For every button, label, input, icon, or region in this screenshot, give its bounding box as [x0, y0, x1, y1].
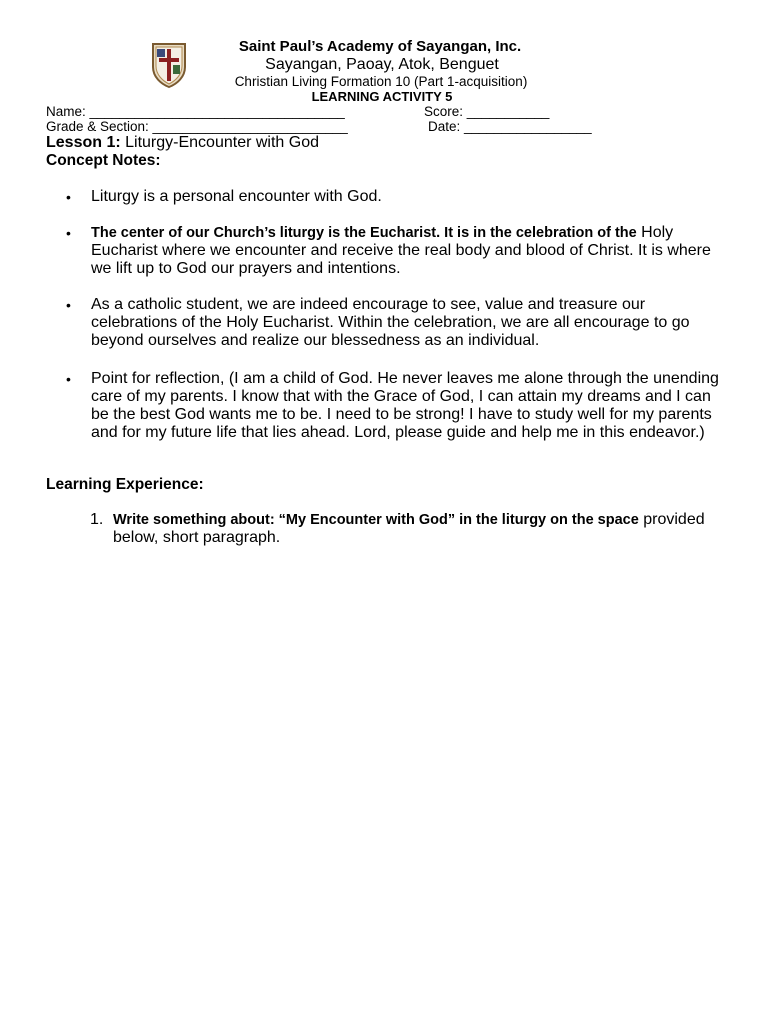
task-number: 1.: [90, 511, 104, 528]
bullet-text: [91, 224, 731, 278]
score-field: Score: ___________: [424, 104, 550, 119]
task-text: [113, 511, 733, 547]
school-name: Saint Paul’s Academy of Sayangan, Inc.: [238, 38, 522, 55]
bullet-lead: The center of our Church’s liturgy is the Eucharist. It is in the celebration of the: [91, 225, 637, 241]
name-field: Name: __________________________________: [46, 104, 345, 119]
subject-title: Christian Living Formation 10 (Part 1-acquisition): [234, 74, 528, 89]
concept-notes-title: Concept Notes:: [46, 152, 161, 169]
bullet-text: As a catholic student, we are indeed encourage to see, value and treasure our celebrations of the Holy Eucharist. Within the celebration, we are all encourage to go beyond ourselves and realize our blessedness as an individual.: [91, 296, 690, 349]
bullet-icon: •: [66, 371, 71, 387]
bullet-icon: •: [66, 297, 71, 313]
bullet-body: Holy Eucharist where we encounter and receive the real body and blood of Christ. It is where we lift up to God our prayers and intentions.: [91, 224, 711, 277]
date-field: Date: _________________: [428, 119, 592, 134]
lesson-label: Lesson 1:: [46, 134, 121, 151]
task-body: provided below, short paragraph.: [113, 511, 705, 546]
bullet-text: Liturgy is a personal encounter with God.: [91, 188, 382, 205]
grade-section-field: Grade & Section: __________________________: [46, 119, 348, 134]
task-lead: Write something about: “My Encounter with God” in the liturgy on the space: [113, 512, 639, 528]
bullet-icon: •: [66, 189, 71, 205]
bullet-text: Point for reflection, (I am a child of God. He never leaves me alone through the unending care of my parents. I know that with the Grace of God, I can attain my dreams and I can be the best God wants me to be. I need to be strong! I have to study well for my parents and for my future life that lies ahead. Lord, please guide and help me in this endeavor.): [91, 370, 719, 441]
lesson-heading: [46, 134, 319, 152]
learning-experience-title: Learning Experience:: [46, 476, 204, 493]
bullet-icon: •: [66, 225, 71, 241]
activity-title: LEARNING ACTIVITY 5: [311, 89, 453, 104]
school-address: Sayangan, Paoay, Atok, Benguet: [265, 56, 499, 73]
lesson-title: Liturgy-Encounter with God: [120, 134, 320, 151]
